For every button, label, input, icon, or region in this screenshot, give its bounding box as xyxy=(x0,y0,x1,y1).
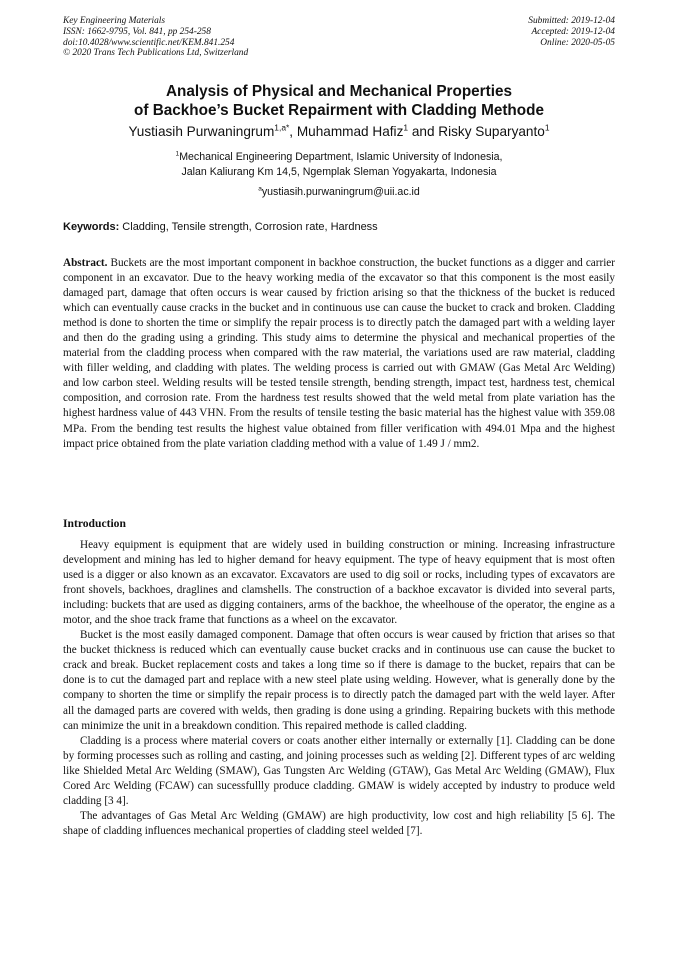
submitted-date: Submitted: 2019-12-04 xyxy=(528,16,615,26)
journal-header-right xyxy=(375,16,615,48)
accepted-date: Accepted: 2019-12-04 xyxy=(531,26,615,37)
abstract xyxy=(63,256,615,452)
corresponding-email xyxy=(60,185,618,199)
intro-paragraph: The advantages of Gas Metal Arc Welding (GMAW) are high productivity, low cost and high reliability [5 6]. The shape of cladding influences mechanical properties of cladding steel welded [7]. xyxy=(63,809,615,837)
intro-paragraph: Heavy equipment is equipment that are widely used in building construction or mining. Increasing infrastructure development and mining has led to higher demand for heavy equipment. The type of heavy equipment that is most often used is a digger or also known as an excavator. Excavators are used to dig soil or rocks, including types of excavators are front shovels, backhoes, draglines and clamshells. The construction of a backhoe excavator is divided into several parts, including: buckets that are used as digging containers, arms of the backhoe, the wheelhouse of the operator, the engine as a motor, and the shoe track frame that functions as a wheel on the excavator. xyxy=(63,539,615,627)
introduction-heading: Introduction xyxy=(63,517,126,530)
title-line-2: of Backhoe’s Bucket Repairment with Cladding Methode xyxy=(134,102,544,119)
author-1-affiliation: 1,a* xyxy=(274,122,290,133)
copyright: © 2020 Trans Tech Publications Ltd, Switzerland xyxy=(63,48,249,59)
author-list xyxy=(60,123,618,141)
affiliation xyxy=(60,150,618,179)
title-line-1: Analysis of Physical and Mechanical Properties xyxy=(165,83,512,100)
issn: ISSN: 1662-9795, Vol. 841, pp 254-258 xyxy=(63,26,211,37)
abstract-text: Buckets are the most important component in backhoe construction, the bucket functions as a digger and carrier component in an excavator. Due to the heavy working media of the excavator so that this component is the most easily damaged part, damage that often occurs is wear caused by friction arising so that the thickness of the bucket is reduced which can eventually cause cracks in the bucket and in continuous use can cause the bucket to crack and broken. Cladding method is done to shorten the time or simplify the repair process is to directly patch the damaged part with a welding layer and then do the grading using a grinding. This study aims to determine the physical and mechanical properties of the material from the cladding process when compared with the raw material, the variations used are raw material, cladding with filler welding, and cladding with plates. The welding process is carried out with GMAW (Gas Metal Arc Welding) and low carbon steel. Welding results will be tested tensile strength, bending strength, impact test, hardness test, chemical composition, and corrosion rate. From the hardness test results showed that the weld metal from plate variation has the highest hardness value of 443 VHN. From the results of tensile testing the basic material has the highest value with 359.08 MPa. From the bending test results the highest value obtained from filler verification with 494.01 Mpa and the highest impact price obtained from the plate variation cladding method with a value of 1.49 J / mm2. xyxy=(63,257,615,450)
doi[interactable]: doi:10.4028/www.scientific.net/KEM.841.254 xyxy=(63,37,235,48)
affiliation-line-1: Mechanical Engineering Department, Islamic University of Indonesia, xyxy=(179,151,503,163)
keywords-text: Cladding, Tensile strength, Corrosion rate, Hardness xyxy=(119,221,378,233)
author-2: , Muhammad Hafiz xyxy=(289,124,404,139)
author-1: Yustiasih Purwaningrum xyxy=(128,124,275,139)
intro-paragraph: Cladding is a process where material covers or coats another either internally or externally [1]. Cladding can be done by forming processes such as rolling and casting, and joining processes such as welding [2]. Different types of arc welding like Shielded Metal Arc Welding (SMAW), Gas Tungsten Arc Welding (GTAW), Gas Metal Arc Welding (GMAW), Flux Cored Arc Welding (FCAW) can sucessfullly produce cladding. GMAW is widely accepted by industry to produce weld cladding [3 4]. xyxy=(63,734,615,807)
email-marker: a xyxy=(258,185,262,193)
affiliation-line-2: Jalan Kaliurang Km 14,5, Ngemplak Sleman Yogyakarta, Indonesia xyxy=(181,165,497,178)
journal-header-left xyxy=(63,16,393,59)
paper-title xyxy=(60,82,618,120)
journal-name: Key Engineering Materials xyxy=(63,16,166,26)
intro-paragraph: Bucket is the most easily damaged component. Damage that often occurs is wear caused by friction that arises so that the bucket thickness is reduced which can eventually cause bucket cracks and in continuous use can cause the bucket to crack and break. Bucket replacement costs and takes a long time so if there is damage to the bucket, repairs that can be done is to cut the damaged part and replace with a new steel plate using welding. However, what is generally done by the company to shorten the time or simplify the repair process is to directly patch the damaged part with the weld layer. After all the damaged parts are covered with welds, then grading is done using a grinding. Repairing buckets with this methode can minimize the unit in a breakdown condition. This repaired methode is called cladding. xyxy=(63,629,615,732)
affiliation-number: 1 xyxy=(175,150,180,158)
keywords-label: Keywords: xyxy=(63,221,120,233)
email-address[interactable]: yustiasih.purwaningrum@uii.ac.id xyxy=(261,186,420,198)
keywords xyxy=(63,220,615,234)
introduction-body xyxy=(63,538,615,839)
author-2-affiliation: 1 xyxy=(403,122,409,133)
online-date: Online: 2020-05-05 xyxy=(540,37,615,48)
abstract-label: Abstract. xyxy=(63,257,108,269)
author-3-affiliation: 1 xyxy=(544,122,550,133)
author-3: and Risky Suparyanto xyxy=(408,124,545,139)
